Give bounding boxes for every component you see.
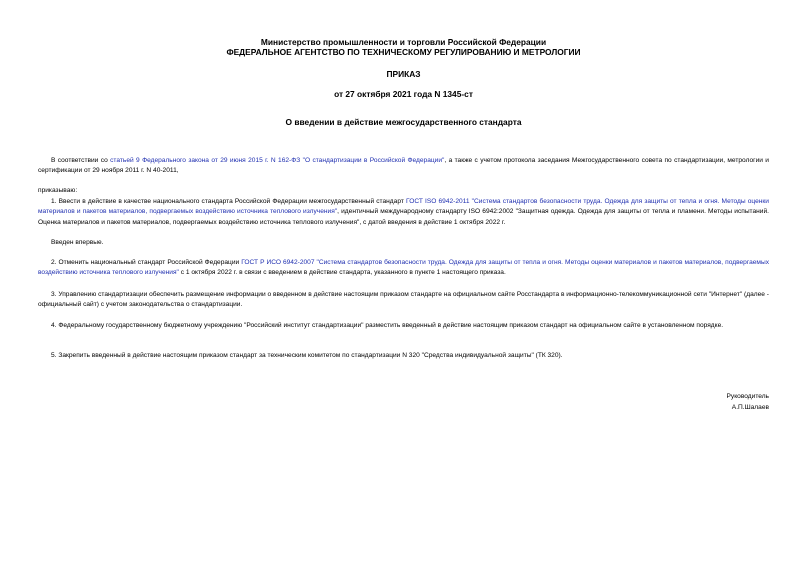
signatory-name: А.П.Шалаев bbox=[731, 404, 769, 411]
paragraph-item-4: 4. Федеральному государственному бюджетному учреждению "Российский институт стандартизации" разместить введенный в действие настоящим приказом стандарт на официальном сайте в установленном порядке. bbox=[51, 322, 724, 329]
paragraph-preamble bbox=[38, 156, 769, 177]
item-2-text-end: с 1 октября 2022 г. в связи с введением в действие стандарта, указанного в пункте 1 настоящего приказа. bbox=[178, 269, 506, 277]
first-time-note: Введен впервые. bbox=[51, 239, 104, 246]
federal-law-link[interactable]: статьей 9 Федерального закона от 29 июня 2015 г. N 162-ФЗ "О стандартизации в Российской Федерации" bbox=[110, 157, 445, 164]
paragraph-item-2 bbox=[38, 258, 769, 279]
paragraph-item-1 bbox=[38, 197, 769, 228]
agency-name: ФЕДЕРАЛЬНОЕ АГЕНТСТВО ПО ТЕХНИЧЕСКОМУ РЕГУЛИРОВАНИЮ И МЕТРОЛОГИИ bbox=[226, 47, 581, 57]
paragraph-item-3: 3. Управлению стандартизации обеспечить размещение информации о введенном в действие настоящим приказом стандарте на официальном сайте Росстандарта в информационно-телекоммуникационной сети "Интернет" (далее - официальный сайт) с учетом законодательства о стандартизации. bbox=[38, 291, 769, 309]
document-date-number: от 27 октября 2021 года N 1345-ст bbox=[334, 89, 473, 99]
preamble-text-start: В соответствии со bbox=[51, 157, 111, 164]
item-1-text-start: 1. Ввести в действие в качестве национального стандарта Российской Федерации межгосударственный стандарт bbox=[51, 198, 406, 205]
document-title: О введении в действие межгосударственного стандарта bbox=[285, 117, 522, 127]
preamble-text-end: , а также с учетом протокола заседания Межгосударственного совета по стандартизации, метрологии и сертификации от 29 ноября 2011 г. N 40-2011, bbox=[38, 157, 769, 175]
item-2-text-start: 2. Отменить национальный стандарт Российской Федерации bbox=[51, 259, 242, 266]
item-1-text-end: , идентичный международному стандарту ISO 6942:2002 "Защитная одежда. Одежда для защиты от тепла и пламени. Методы испытаний. Оценка материалов и пакетов материалов, подвергаемых воздействию источника теплового излучения", с датой введения в действие 1 октября 2022 г. bbox=[38, 208, 770, 226]
signatory-role: Руководитель bbox=[726, 393, 769, 400]
document-type: ПРИКАЗ bbox=[386, 69, 421, 79]
orders-label: приказываю: bbox=[38, 187, 78, 194]
ministry-name: Министерство промышленности и торговли Российской Федерации bbox=[260, 37, 547, 47]
paragraph-item-5: 5. Закрепить введенный в действие настоящим приказом стандарт за техническим комитетом по стандартизации N 320 "Средства индивидуальной защиты" (ТК 320). bbox=[51, 352, 563, 359]
gost-r-iso-6942-2007-link[interactable]: ГОСТ Р ИСО 6942-2007 "Система стандартов безопасности труда. Одежда для защиты от тепла и огня. Методы оценки материалов и пакетов материалов, подвергаемых воздействию источника теплового излучения" bbox=[38, 259, 769, 277]
gost-iso-6942-2011-link[interactable]: ГОСТ ISO 6942-2011 "Система стандартов безопасности труда. Одежда для защиты от тепла и огня. Методы оценки материалов и пакетов материалов, подвергаемых воздействию источника теплового излучения" bbox=[38, 198, 769, 216]
